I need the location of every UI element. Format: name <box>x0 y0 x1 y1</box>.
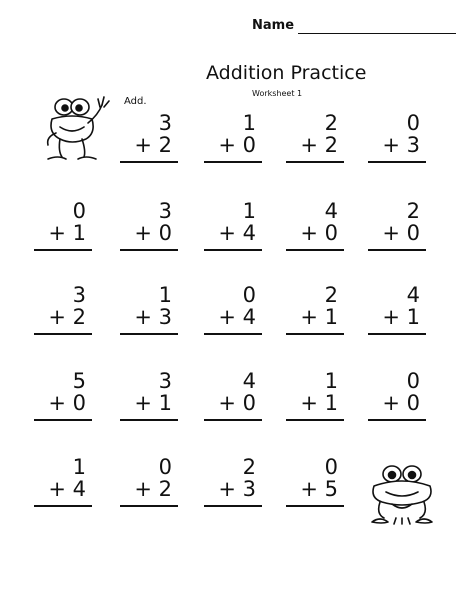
answer-line[interactable] <box>286 249 344 251</box>
problem-bottom-addend: + 5 <box>300 477 338 501</box>
worksheet-subtitle: Worksheet 1 <box>252 89 303 98</box>
problem-top-number: 0 <box>406 369 420 393</box>
problem-top-number: 0 <box>406 111 420 135</box>
problem <box>34 456 92 506</box>
problem <box>204 112 262 162</box>
problem <box>286 370 344 420</box>
problem-top-number: 0 <box>72 199 86 223</box>
problem-top-number: 1 <box>324 369 338 393</box>
answer-line[interactable] <box>368 419 426 421</box>
problem <box>120 200 178 250</box>
problem-top-number: 3 <box>158 111 172 135</box>
problem <box>368 370 426 420</box>
answer-line[interactable] <box>34 505 92 507</box>
problem-top-number: 2 <box>406 199 420 223</box>
answer-line[interactable] <box>204 419 262 421</box>
problem-bottom-addend: + 4 <box>218 305 256 329</box>
answer-line[interactable] <box>286 419 344 421</box>
answer-line[interactable] <box>204 161 262 163</box>
answer-line[interactable] <box>368 249 426 251</box>
problem <box>204 200 262 250</box>
answer-line[interactable] <box>286 505 344 507</box>
problem <box>34 284 92 334</box>
problem-top-number: 5 <box>72 369 86 393</box>
problem-bottom-addend: + 2 <box>134 133 172 157</box>
problem-top-number: 0 <box>158 455 172 479</box>
problem-top-number: 1 <box>158 283 172 307</box>
answer-line[interactable] <box>204 249 262 251</box>
problem <box>120 456 178 506</box>
problem-top-number: 3 <box>158 199 172 223</box>
problem-bottom-addend: + 1 <box>48 221 86 245</box>
problem-bottom-addend: + 1 <box>300 305 338 329</box>
problem-top-number: 2 <box>242 455 256 479</box>
problem-bottom-addend: + 0 <box>48 391 86 415</box>
problem-bottom-addend: + 0 <box>218 391 256 415</box>
problem-top-number: 1 <box>242 111 256 135</box>
problem-bottom-addend: + 3 <box>218 477 256 501</box>
problem-top-number: 2 <box>324 111 338 135</box>
problem-bottom-addend: + 0 <box>134 221 172 245</box>
frog-sitting-icon <box>366 462 438 528</box>
answer-line[interactable] <box>204 505 262 507</box>
problem <box>286 112 344 162</box>
problem <box>286 284 344 334</box>
answer-line[interactable] <box>34 419 92 421</box>
problem-bottom-addend: + 1 <box>300 391 338 415</box>
problem-bottom-addend: + 0 <box>382 391 420 415</box>
problem-bottom-addend: + 3 <box>134 305 172 329</box>
answer-line[interactable] <box>120 505 178 507</box>
answer-line[interactable] <box>286 333 344 335</box>
instruction-label: Add. <box>124 96 147 107</box>
name-input-line[interactable] <box>298 33 456 34</box>
problem-bottom-addend: + 0 <box>300 221 338 245</box>
problem-bottom-addend: + 1 <box>382 305 420 329</box>
problem-bottom-addend: + 3 <box>382 133 420 157</box>
answer-line[interactable] <box>120 333 178 335</box>
problem-top-number: 3 <box>72 283 86 307</box>
problem <box>120 370 178 420</box>
problem-bottom-addend: + 0 <box>218 133 256 157</box>
problem-top-number: 3 <box>158 369 172 393</box>
answer-line[interactable] <box>34 333 92 335</box>
problem-top-number: 0 <box>242 283 256 307</box>
problem-top-number: 1 <box>242 199 256 223</box>
answer-line[interactable] <box>120 161 178 163</box>
problem <box>286 456 344 506</box>
problem <box>368 112 426 162</box>
problem-bottom-addend: + 4 <box>218 221 256 245</box>
problem-top-number: 4 <box>242 369 256 393</box>
answer-line[interactable] <box>120 419 178 421</box>
problem-bottom-addend: + 0 <box>382 221 420 245</box>
problem-bottom-addend: + 4 <box>48 477 86 501</box>
problem <box>204 284 262 334</box>
problem <box>120 284 178 334</box>
problem-bottom-addend: + 2 <box>48 305 86 329</box>
problem-top-number: 2 <box>324 283 338 307</box>
answer-line[interactable] <box>286 161 344 163</box>
answer-line[interactable] <box>204 333 262 335</box>
problem <box>368 200 426 250</box>
problem-top-number: 4 <box>406 283 420 307</box>
problem-top-number: 0 <box>324 455 338 479</box>
problem-bottom-addend: + 1 <box>134 391 172 415</box>
problem <box>204 456 262 506</box>
problem-top-number: 1 <box>72 455 86 479</box>
worksheet-title: Addition Practice <box>206 62 367 84</box>
problem <box>120 112 178 162</box>
problem <box>34 200 92 250</box>
name-label: Name <box>252 18 295 33</box>
answer-line[interactable] <box>368 333 426 335</box>
frog-waving-icon <box>38 93 116 167</box>
problem-bottom-addend: + 2 <box>134 477 172 501</box>
answer-line[interactable] <box>368 161 426 163</box>
problem-top-number: 4 <box>324 199 338 223</box>
answer-line[interactable] <box>120 249 178 251</box>
answer-line[interactable] <box>34 249 92 251</box>
problem <box>368 284 426 334</box>
problem <box>286 200 344 250</box>
problem <box>34 370 92 420</box>
problem <box>204 370 262 420</box>
problem-bottom-addend: + 2 <box>300 133 338 157</box>
